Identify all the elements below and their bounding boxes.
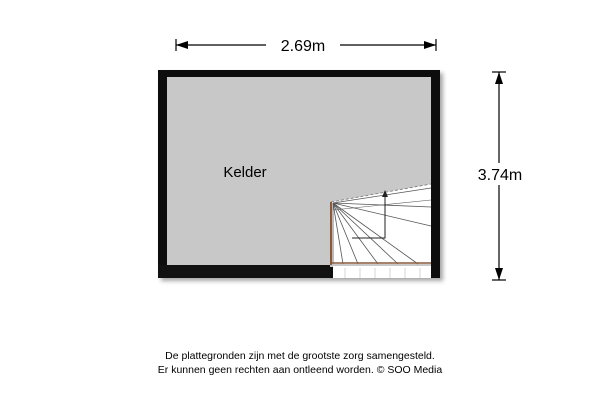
bottom-wall — [158, 265, 330, 278]
disclaimer-line-1: De plattegronden zijn met de grootste zorg samengesteld. — [165, 350, 435, 362]
height-dimension — [466, 72, 534, 280]
disclaimer-line-2: Er kunnen geen rechten aan ontleend worden. © SOO Media — [157, 364, 443, 376]
room-label: Kelder — [223, 164, 267, 181]
height-label: 3.74m — [477, 167, 523, 184]
width-dimension — [176, 34, 436, 56]
width-label: 2.69m — [280, 38, 326, 55]
